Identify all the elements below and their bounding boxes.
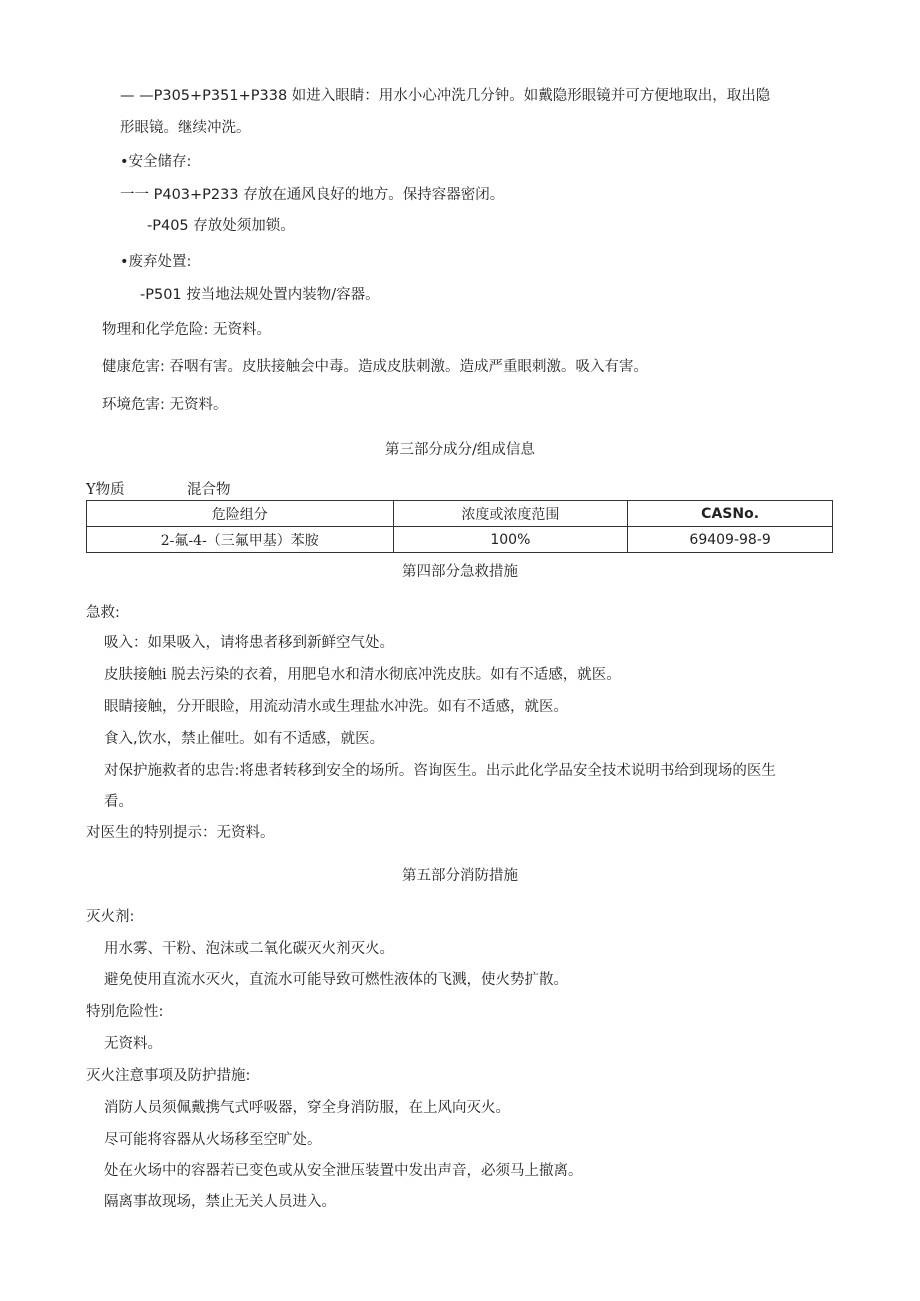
health-hazard-swallow: 吞咽 <box>169 359 199 375</box>
rescuer-advice-text: 将患者转移到安全的场所。咨询医生。出示此化学品安全技术说明书给到现场的医生 <box>239 763 776 779</box>
p405-text: 存放处须加锁。 <box>193 218 295 234</box>
table-header-row <box>87 501 833 527</box>
ingestion-text: 饮水，禁止催吐。如有不适感，就医。 <box>137 731 385 747</box>
extinguish-label: 灭火剂: <box>86 909 135 925</box>
p305-code: — —P305+P351+P338 <box>120 88 288 104</box>
p403-code: 一一 P403+P233 <box>120 187 239 203</box>
storage-heading: •安全储存: <box>120 154 192 170</box>
header-cas: CASNo. <box>628 501 833 527</box>
p501-code: -P501 <box>140 287 182 303</box>
p501-text: 按当地法规处置内装物/容器。 <box>186 287 380 303</box>
rescuer-advice <box>104 761 776 781</box>
fire-note-2: 尽可能将容器从火场移至空旷处。 <box>104 1132 322 1148</box>
special-hazard-text: 无资料。 <box>104 1036 162 1052</box>
table-row <box>87 527 833 553</box>
physical-hazard-text: 无资料。 <box>213 322 271 338</box>
fire-note-4: 隔离事故现场，禁止无关人员进入。 <box>104 1194 336 1210</box>
eye-contact-label: 眼睛接触 <box>104 699 162 715</box>
disposal-heading: •废弃处置: <box>120 254 192 270</box>
extinguish-line-2: 避免使用直流水灭火，直流水可能导致可燃性液体的飞溅，使火势扩散。 <box>104 972 568 988</box>
rescuer-advice-label: 对保护施救者的忠告: <box>104 763 240 779</box>
env-hazard-text: 无资料。 <box>169 397 228 413</box>
cell-component: 2-氟-4-（三氟甲基）苯胺 <box>87 527 394 553</box>
section3-title: 第三部分成分/组成信息 <box>385 442 535 458</box>
substance-value: 混合物 <box>187 482 231 498</box>
section4-title: 第四部分急救措施 <box>402 564 518 580</box>
composition-table <box>86 500 833 553</box>
cell-concentration: 100% <box>393 527 628 553</box>
doctor-note: 对医生的特别提示：无资料。 <box>86 825 275 841</box>
env-hazard-label: 环境危害: <box>102 397 165 413</box>
inhale-text: 吸入：如果吸入，请将患者移到新鲜空气处。 <box>104 635 394 651</box>
eye-contact <box>104 697 568 717</box>
cell-cas: 69409-98-9 <box>628 527 833 553</box>
p403-text: 存放在通风良好的地方。保持容器密闭。 <box>243 187 505 203</box>
first-aid-label: 急救: <box>86 605 120 621</box>
p403-line <box>120 185 504 205</box>
physical-hazard <box>102 320 271 340</box>
p405-code: -P405 <box>147 218 189 234</box>
rescuer-advice-continuation: 看。 <box>104 794 133 810</box>
extinguish-line-1: 用水雾、干粉、泡沫或二氧化碳灭火剂灭火。 <box>104 941 394 957</box>
p305-continuation: 形眼镜。继续冲洗。 <box>120 120 251 136</box>
eye-contact-text: ，分开眼睑，用流动清水或生理盐水冲洗。如有不适感，就医。 <box>162 699 568 715</box>
health-hazard-label: 健康危害: <box>102 359 165 375</box>
substance-label: Y物质 <box>86 482 125 498</box>
fire-notes-label: 灭火注意事项及防护措施: <box>86 1068 251 1084</box>
physical-hazard-label: 物理和化学危险: <box>102 322 209 338</box>
p405-line <box>147 216 295 236</box>
fire-note-3: 处在火场中的容器若已变色或从安全泄压装置中发出声音，必须马上撤离。 <box>104 1163 583 1179</box>
health-hazard-text: 有害。皮肤接触会中毒。造成皮肤刺激。造成严重眼刺激。吸入有害。 <box>198 359 648 375</box>
skin-contact-label: 皮肤接触 <box>104 667 162 683</box>
p305-text: 如进入眼睛：用水小心冲洗几分钟。如戴隐形眼镜并可方便地取出，取出隐 <box>291 88 771 104</box>
header-concentration: 浓度或浓度范围 <box>393 501 628 527</box>
skin-contact <box>104 665 621 685</box>
ingestion-label: 食入, <box>104 731 138 747</box>
env-hazard <box>102 395 228 415</box>
ingestion <box>104 729 384 749</box>
health-hazard <box>102 357 648 377</box>
section5-title: 第五部分消防措施 <box>402 868 518 884</box>
p305-line <box>120 86 770 106</box>
fire-note-1: 消防人员须佩戴携气式呼吸器，穿全身消防服，在上风向灭火。 <box>104 1100 510 1116</box>
special-hazard-label: 特别危险性: <box>86 1004 164 1020</box>
skin-contact-text: i 脱去污染的衣着，用肥皂水和清水彻底冲洗皮肤。如有不适感，就医。 <box>162 667 621 683</box>
header-component: 危险组分 <box>87 501 394 527</box>
p501-line <box>140 285 380 305</box>
